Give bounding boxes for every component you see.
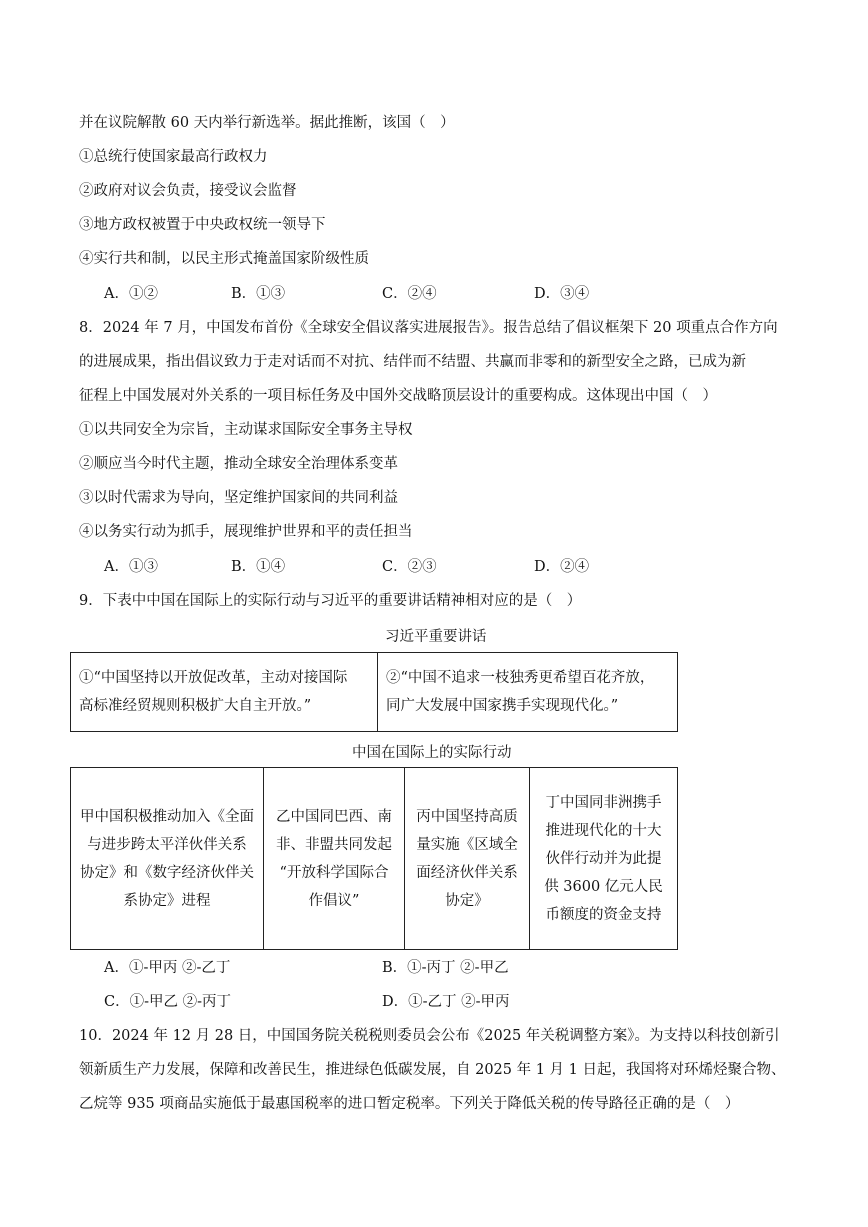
q8-item-1: ①以共同安全为宗旨，主动谋求国际安全事务主导权 — [79, 422, 413, 438]
q7-item-3: ③地方政权被置于中央政权统一领导下 — [79, 217, 326, 233]
q8-option-b[interactable]: B．①④ — [231, 559, 286, 575]
action-cell-jia: 甲中国积极推动加入《全面 与进步跨太平洋伙伴关系 协定》和《数字经济伙伴关 系协定》进程 — [71, 768, 264, 950]
q8-stem-line-1: 8．2024 年 7 月，中国发布首份《全球安全倡议落实进展报告》。报告总结了倡议框架下 20 项重点合作方向 — [79, 320, 778, 336]
action-cell-ding: 丁中国同非洲携手 推进现代化的十大 伙伴行动并为此提 供 3600 亿元人民 币额度的资金支持 — [530, 768, 678, 950]
q9-stem: 9．下表中中国在国际上的实际行动与习近平的重要讲话精神相对应的是（ ） — [79, 593, 582, 609]
q9-option-a[interactable]: A．①-甲丙 ②-乙丁 — [104, 960, 231, 976]
action-cell-bing: 丙中国坚持高质 量实施《区域全 面经济伙伴关系 协定》 — [405, 768, 530, 950]
q7-option-a[interactable]: A．①② — [104, 286, 158, 302]
q8-item-2: ②顺应当今时代主题，推动全球安全治理体系变革 — [79, 456, 398, 472]
q8-item-3: ③以时代需求为导向，坚定维护国家间的共同利益 — [79, 490, 398, 506]
q8-stem-line-2: 的进展成果，指出倡议致力于走对话而不对抗、结伴而不结盟、共赢而非零和的新型安全之路，已成为新 — [79, 354, 746, 370]
q8-option-c[interactable]: C．②③ — [382, 559, 437, 575]
q8-item-4: ④以务实行动为抓手，展现维护世界和平的责任担当 — [79, 524, 413, 540]
speech-cell-1: ①“中国坚持以开放促改革，主动对接国际 高标准经贸规则积极扩大自主开放。” — [71, 653, 378, 732]
actions-table — [70, 767, 678, 950]
q10-stem-line-3: 乙烷等 935 项商品实施低于最惠国税率的进口暂定税率。下列关于降低关税的传导路径正确的是（ ） — [79, 1096, 740, 1112]
q7-stem-tail: 并在议院解散 60 天内举行新选举。据此推断，该国（ ） — [79, 115, 455, 131]
table2-caption: 中国在国际上的实际行动 — [352, 745, 512, 761]
q8-option-d[interactable]: D．②④ — [534, 559, 590, 575]
q7-option-b[interactable]: B．①③ — [231, 286, 286, 302]
q7-option-d[interactable]: D．③④ — [534, 286, 590, 302]
q8-stem-line-3: 征程上中国发展对外关系的一项目标任务及中国外交战略顶层设计的重要构成。这体现出中国（ ） — [79, 388, 717, 404]
q7-item-1: ①总统行使国家最高行政权力 — [79, 149, 268, 165]
table1-caption: 习近平重要讲话 — [385, 629, 487, 645]
speech-table — [70, 652, 678, 732]
q7-item-4: ④实行共和制，以民主形式掩盖国家阶级性质 — [79, 251, 369, 267]
q8-option-a[interactable]: A．①③ — [104, 559, 158, 575]
q10-stem-line-2: 领新质生产力发展，保障和改善民生，推进绿色低碳发展，自 2025 年 1 月 1 日起，我国将对环烯烃聚合物、 — [79, 1062, 786, 1078]
action-cell-yi: 乙中国同巴西、南 非、非盟共同发起 “开放科学国际合 作倡议” — [264, 768, 405, 950]
q9-option-c[interactable]: C．①-甲乙 ②-丙丁 — [104, 994, 232, 1010]
q9-option-d[interactable]: D．①-乙丁 ②-甲丙 — [382, 994, 510, 1010]
speech-cell-2: ②“中国不追求一枝独秀更希望百花齐放， 同广大发展中国家携手实现现代化。” — [378, 653, 678, 732]
q10-stem-line-1: 10．2024 年 12 月 28 日，中国国务院关税税则委员会公布《2025 年关税调整方案》。为支持以科技创新引 — [79, 1028, 780, 1044]
q9-option-b[interactable]: B．①-丙丁 ②-甲乙 — [382, 960, 509, 976]
q7-item-2: ②政府对议会负责，接受议会监督 — [79, 183, 297, 199]
q7-option-c[interactable]: C．②④ — [382, 286, 437, 302]
